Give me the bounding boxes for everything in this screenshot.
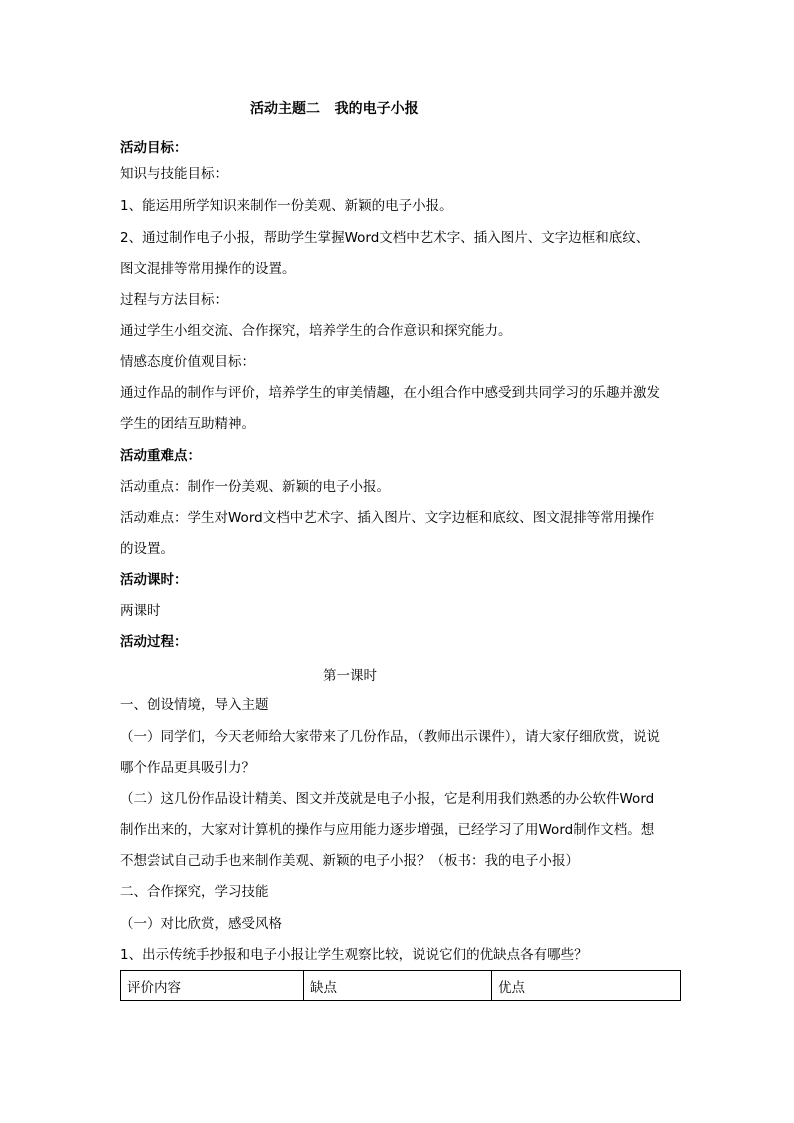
paragraph-line: 2、通过制作电子小报，帮助学生掌握Word文档中艺术字、插入图片、文字边框和底纹、 [120,230,650,246]
document-title: 活动主题二 我的电子小报 [250,101,419,117]
paragraph-line: （二）这几份作品设计精美、图文并茂就是电子小报，它是利用我们熟悉的办公软件Word [120,791,655,807]
paragraph-line: （一）对比欣赏，感受风格 [120,916,282,932]
table-header-cell: 优点 [492,971,681,1001]
paragraph-line: 两课时 [120,603,161,619]
table-header-cell: 缺点 [304,971,492,1001]
heading-class-hours: 活动课时： [120,572,188,588]
paragraph-line: 制作出来的，大家对计算机的操作与应用能力逐步增强，已经学习了用Word制作文档。想 [120,822,655,838]
paragraph-line: 的设置。 [120,541,174,557]
paragraph-line: 活动难点：学生对Word文档中艺术字、插入图片、文字边框和底纹、图文混排等常用操作 [120,510,655,526]
paragraph-line: 活动重点：制作一份美观、新颖的电子小报。 [120,479,390,495]
paragraph-line: 哪个作品更具吸引力？ [120,760,255,776]
paragraph-line: 二、合作探究，学习技能 [120,884,269,900]
paragraph-line: 学生的团结互助精神。 [120,416,255,432]
lesson-heading: 第一课时 [323,668,377,684]
paragraph-line: 一、创设情境，导入主题 [120,697,269,713]
evaluation-table [120,970,681,1001]
heading-key-points: 活动重难点： [120,448,201,464]
paragraph-line: 过程与方法目标： [120,292,228,308]
paragraph-line: 知识与技能目标： [120,166,228,182]
heading-activity-goals: 活动目标： [120,140,188,156]
paragraph-line: 通过学生小组交流、合作探究，培养学生的合作意识和探究能力。 [120,323,512,339]
table-header-cell: 评价内容 [121,971,304,1001]
paragraph-line: 图文混排等常用操作的设置。 [120,261,296,277]
heading-activity-process: 活动过程： [120,634,188,650]
table-header-row [121,971,681,1001]
paragraph-line: 1、出示传统手抄报和电子小报让学生观察比较，说说它们的优缺点各有哪些？ [120,947,588,963]
paragraph-line: 通过作品的制作与评价，培养学生的审美情趣，在小组合作中感受到共同学习的乐趣并激发 [120,385,660,401]
paragraph-line: 1、能运用所学知识来制作一份美观、新颖的电子小报。 [120,198,453,214]
paragraph-line: 不想尝试自己动手也来制作美观、新颖的电子小报？（板书：我的电子小报） [120,853,579,869]
paragraph-line: 情感态度价值观目标： [120,354,255,370]
paragraph-line: （一）同学们，今天老师给大家带来了几份作品，（教师出示课件），请大家仔细欣赏，说说 [120,729,660,745]
